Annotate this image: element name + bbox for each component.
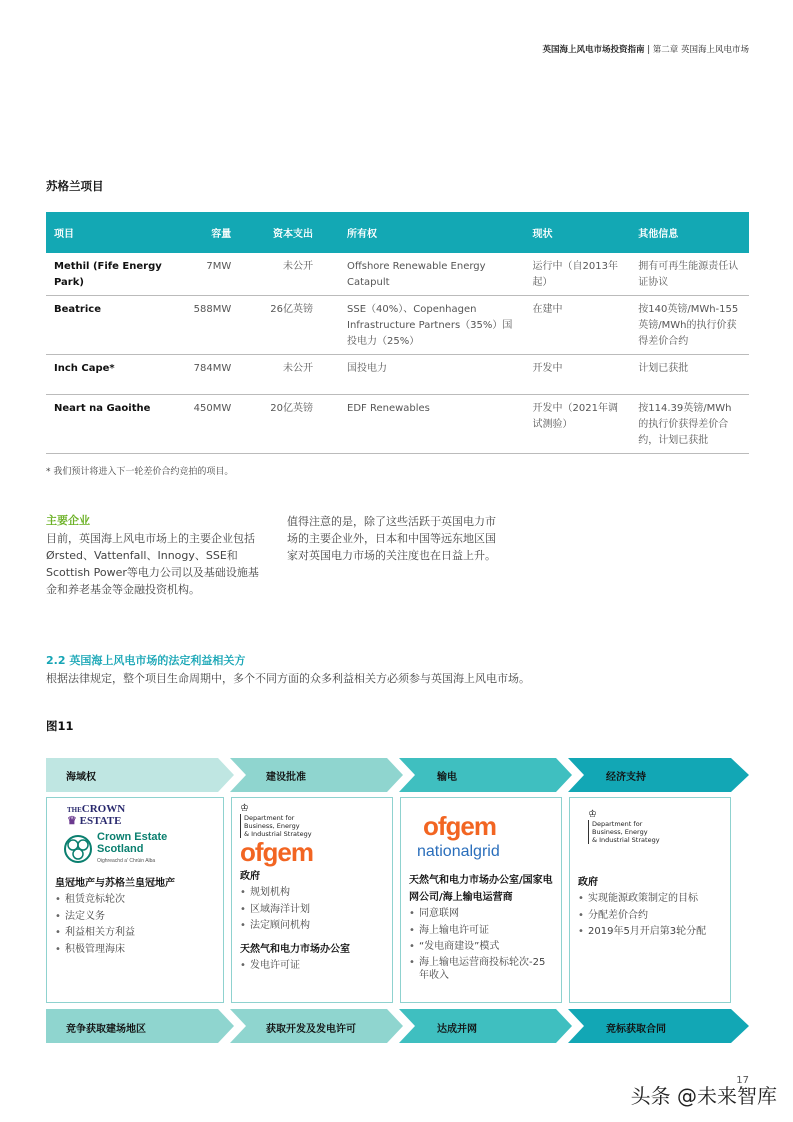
list-item: • 同意联网 [409, 906, 553, 923]
table-row [46, 253, 749, 296]
royal-crest-icon: ♔ [240, 803, 249, 814]
section-2-2-heading: 2.2 英国海上风电市场的法定利益相关方 [46, 654, 246, 667]
cell-capex: 未公开 [239, 355, 327, 395]
cell-owner: EDF Renewables [327, 395, 525, 454]
header-separator: | [647, 45, 651, 55]
cell-info: 拥有可再生能源责任认证协议 [630, 253, 749, 296]
box-2-heading-2: 天然气和电力市场办公室 [240, 943, 350, 955]
list-item: • 法定义务 [55, 909, 215, 926]
cell-status: 开发中（2021年调试测验） [525, 395, 631, 454]
companies-left-column [46, 512, 264, 598]
crown-icon: ♛ [67, 815, 77, 827]
box-2-list [240, 885, 384, 935]
list-item: • 法定顾问机构 [240, 918, 384, 935]
col-header-capex: 资本支出 [239, 212, 327, 253]
bottom-arrow-label-1: 竞争获取建场地区 [66, 1024, 146, 1035]
list-item: • 发电许可证 [240, 958, 384, 975]
top-arrow-label-1: 海域权 [66, 772, 96, 783]
top-arrow-label-2: 建设批准 [266, 772, 306, 783]
cell-owner: SSE（40%）、Copenhagen Infrastructure Partners（35%）国投电力（25%） [327, 296, 525, 355]
col-header-info: 其他信息 [630, 212, 749, 253]
cell-capacity: 588MW [186, 296, 240, 355]
list-item: • “发电商建设”模式 [409, 939, 553, 956]
cell-name: Neart na Gaoithe [46, 395, 186, 454]
cell-name: Methil (Fife Energy Park) [46, 253, 186, 296]
top-arrow-4 [568, 758, 749, 792]
list-item: • 海上输电运营商投标轮次-25年收入 [409, 956, 553, 982]
list-item: • 积极管理海床 [55, 942, 215, 959]
figure-label: 图11 [46, 719, 74, 733]
stakeholder-box-government [231, 797, 393, 1003]
celtic-knot-icon [63, 834, 93, 864]
top-arrow-label-4: 经济支持 [606, 772, 646, 783]
list-item: • 规划机构 [240, 885, 384, 902]
box-4-heading: 政府 [578, 877, 598, 888]
col-header-status: 现状 [525, 212, 631, 253]
beis-logo: ♔ Department for Business, Energy & Industrial Strategy [240, 803, 312, 838]
cell-info: 按114.39英镑/MWh的执行价获得差价合约，计划已获批 [630, 395, 749, 454]
col-header-owner: 所有权 [327, 212, 525, 253]
list-item: • 利益相关方利益 [55, 925, 215, 942]
bottom-arrow-3 [399, 1009, 572, 1043]
list-item: • 分配差价合约 [578, 908, 722, 925]
cell-owner: 国投电力 [327, 355, 525, 395]
table-row [46, 355, 749, 395]
companies-left-text: 目前，英国海上风电市场上的主要企业包括Ørsted、Vattenfall、Innogy、SSE和Scottish Power等电力公司以及基础设施基金和养老基金等金融投资机构。 [46, 532, 259, 596]
ofgem-logo: ofgem [423, 811, 496, 841]
cell-capex: 26亿英镑 [239, 296, 327, 355]
col-header-capacity: 容量 [186, 212, 240, 253]
box-1-heading: 皇冠地产与苏格兰皇冠地产 [55, 878, 175, 889]
table-header-row [46, 212, 749, 253]
crown-estate-wordmark: THECROWN [67, 803, 126, 815]
cell-status: 开发中 [525, 355, 631, 395]
bottom-arrow-label-2: 获取开发及发电许可 [266, 1024, 356, 1035]
top-arrow-3 [399, 758, 572, 792]
cell-info: 计划已获批 [630, 355, 749, 395]
list-item: • 2019年5月开启第3轮分配 [578, 924, 722, 941]
page-number: 17 [736, 1075, 749, 1086]
box-1-list [55, 892, 215, 958]
cell-capacity: 784MW [186, 355, 240, 395]
cell-owner: Offshore Renewable Energy Catapult [327, 253, 525, 296]
box-3-list [409, 906, 553, 982]
top-arrow-2 [230, 758, 403, 792]
table-row [46, 395, 749, 454]
cell-capex: 20亿英镑 [239, 395, 327, 454]
crown-estate-scotland-logo: Crown Estate Scotland Oighreachd a' Chrùin Alba [55, 831, 215, 867]
ofgem-logo: ofgem [240, 837, 313, 867]
table-row [46, 296, 749, 355]
stakeholder-box-transmission [400, 797, 562, 1003]
cell-name: Inch Cape* [46, 355, 186, 395]
box-2-list-2 [240, 958, 384, 975]
box-2-heading: 政府 [240, 871, 260, 882]
box-4-list [578, 891, 722, 941]
cell-capacity: 450MW [186, 395, 240, 454]
list-item: • 区域海洋计划 [240, 902, 384, 919]
cell-capex: 未公开 [239, 253, 327, 296]
beis-logo: ♔ Department for Business, Energy & Industrial Strategy [578, 810, 722, 844]
cell-info: 按140英镑/MWh-155英镑/MWh的执行价获得差价合约 [630, 296, 749, 355]
national-grid-logo: nationalgrid [417, 843, 500, 860]
header-doc-title: 英国海上风电市场投资指南 [542, 45, 645, 55]
header-chapter: 第二章 英国海上风电市场 [652, 45, 749, 55]
stakeholder-box-economic-support [569, 797, 731, 1003]
watermark: 头条 @未来智库 [630, 1084, 777, 1108]
bottom-arrow-label-4: 竞标获取合同 [606, 1024, 666, 1035]
bottom-arrow-label-3: 达成并网 [437, 1024, 477, 1035]
col-header-project: 项目 [46, 212, 186, 253]
list-item: • 海上输电许可证 [409, 923, 553, 940]
companies-right-text: 值得注意的是，除了这些活跃于英国电力市场的主要企业外，日本和中国等远东地区国家对英国电力市场的关注度也在日益上升。 [287, 515, 496, 562]
scotland-section-title: 苏格兰项目 [46, 179, 104, 193]
cell-status: 运行中（自2013年起） [525, 253, 631, 296]
companies-heading: 主要企业 [46, 514, 90, 527]
top-arrow-label-3: 输电 [437, 772, 457, 783]
table-footnote: * 我们预计将进入下一轮差价合约竞拍的项目。 [46, 467, 234, 477]
cell-capacity: 7MW [186, 253, 240, 296]
cell-name: Beatrice [46, 296, 186, 355]
crown-estate-logo: THECROWN ♛ ESTATE [55, 804, 215, 827]
list-item: • 实现能源政策制定的目标 [578, 891, 722, 908]
box-3-heading: 天然气和电力市场办公室/国家电网公司/海上输电运营商 [409, 875, 553, 903]
scotland-projects-table [46, 212, 749, 454]
running-header [543, 43, 750, 55]
stakeholder-box-crown-estate [46, 797, 224, 1003]
royal-crest-icon: ♔ [588, 809, 597, 820]
cell-status: 在建中 [525, 296, 631, 355]
list-item: • 租赁竞标轮次 [55, 892, 215, 909]
section-2-2-intro: 根据法律规定，整个项目生命周期中，多个不同方面的众多利益相关方必须参与英国海上风电市场。 [46, 672, 530, 685]
